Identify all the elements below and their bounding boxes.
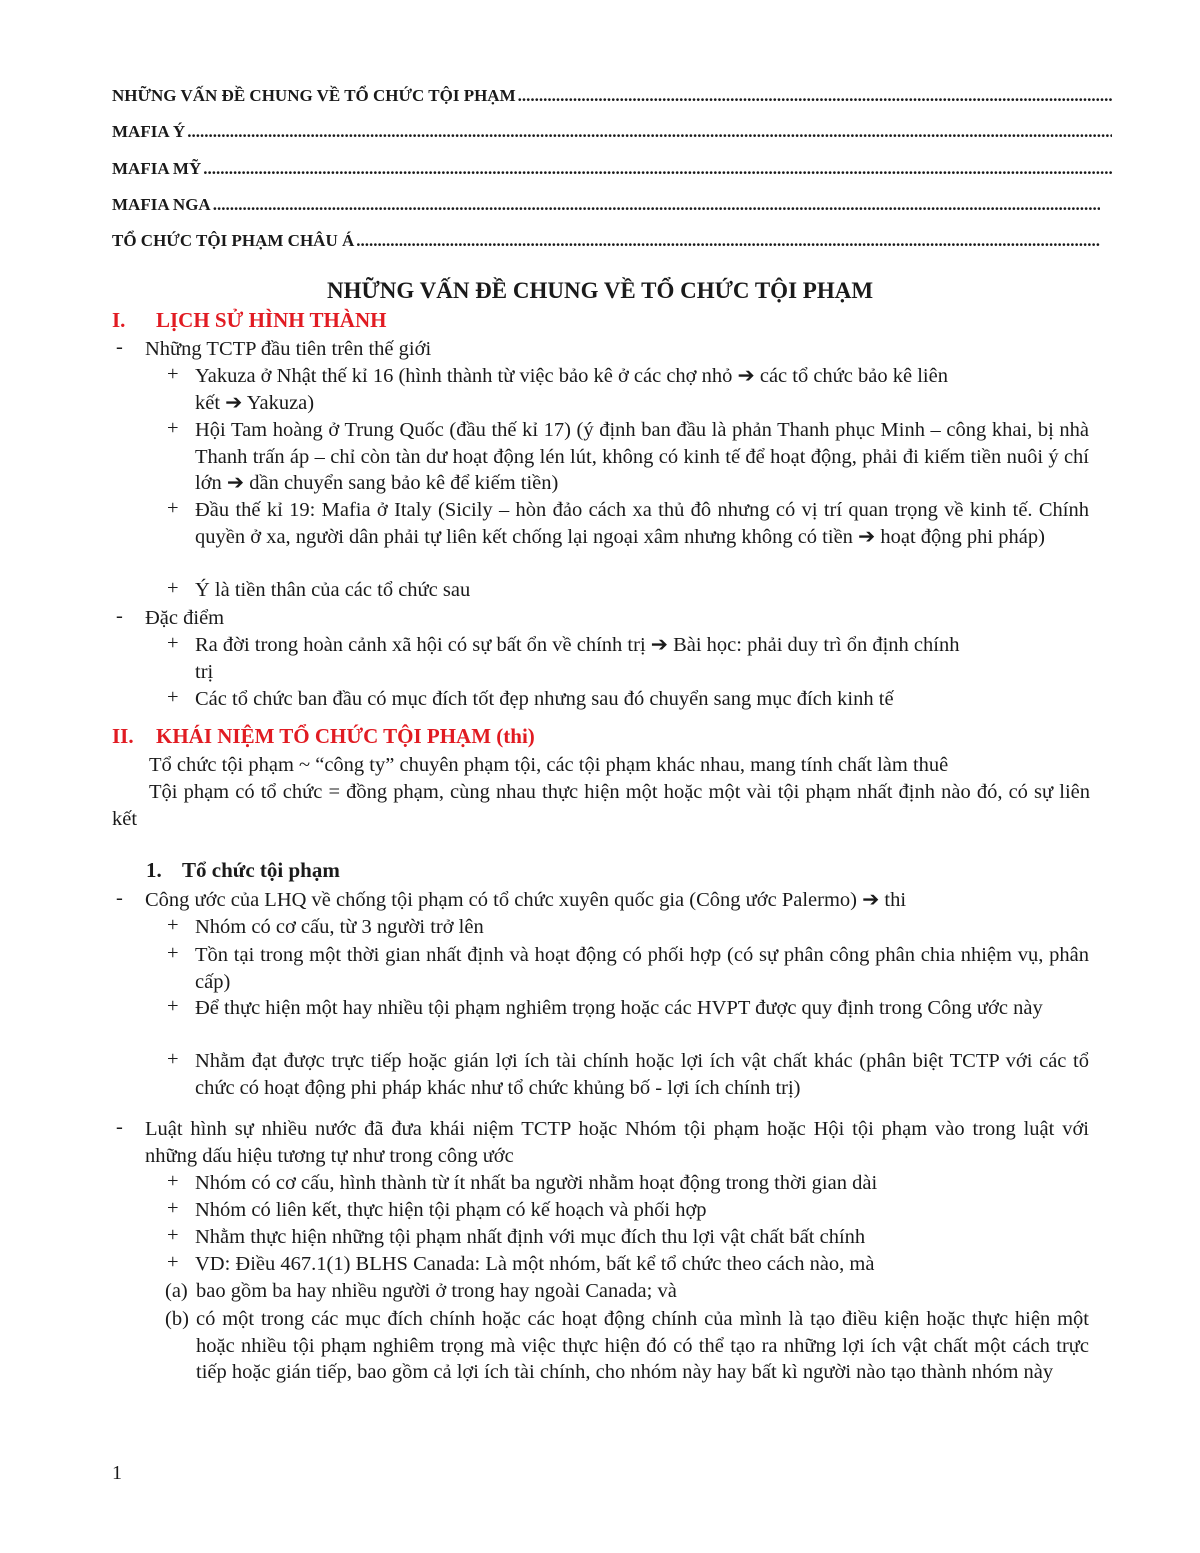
toc-entry-mafia-usa[interactable] <box>112 159 1112 179</box>
toc-entry-mafia-italy[interactable] <box>112 122 1112 142</box>
page-number: 1 <box>112 1462 122 1484</box>
arrow-icon: ➔ <box>650 634 668 656</box>
toc-leader-dots <box>203 159 1112 179</box>
list-item: Nhóm có cơ cấu, hình thành từ ít nhất ba người nhằm hoạt động trong thời gian dài <box>195 1172 878 1194</box>
toc-entry-asia[interactable] <box>112 231 1100 251</box>
arrow-icon: ➔ <box>737 365 755 387</box>
list-item: có một trong các mục đích chính hoặc các hoạt động chính của mình là tạo điều kiện hoặc thực hiện một hoặc nhiều tội phạm nghiêm trọng mà việc thực hiện đó có thể tạo ra những lợi ích vật chất một cách trực tiếp hoặc gián tiếp, bao gồm cả lợi ích tài chính, cho nhóm này hay bất kì người nào tạo thành nhóm này <box>196 1308 1089 1384</box>
list-item: Những TCTP đầu tiên trên thế giới <box>145 338 432 360</box>
arrow-icon: ➔ <box>226 472 245 495</box>
list-item-cont: kết ➔ Yakuza) <box>195 392 315 414</box>
list-item: Nhằm thực hiện những tội phạm nhất định với mục đích thu lợi vật chất bất chính <box>195 1226 866 1248</box>
toc-leader-dots <box>356 231 1100 251</box>
list-item: Yakuza ở Nhật thế kỉ 16 (hình thành từ việc bảo kê ở các chợ nhỏ ➔ các tổ chức bảo kê liên <box>195 365 948 387</box>
toc-label: TỔ CHỨC TỘI PHẠM CHÂU Á <box>112 231 355 250</box>
toc-leader-dots <box>213 195 1100 215</box>
paragraph: Tội phạm có tổ chức = đồng phạm, cùng nhau thực hiện một hoặc một vài tội phạm nhất định nào đó, có sự liên kết <box>112 781 1090 830</box>
dash-bullet: - <box>116 605 123 627</box>
paragraph: Tổ chức tội phạm ~ “công ty” chuyên phạm tội, các tội phạm khác nhau, mang tính chất làm thuê <box>149 754 949 776</box>
plus-bullet: + <box>167 417 179 439</box>
arrow-icon: ➔ <box>862 889 880 911</box>
list-item-cont: trị <box>195 661 214 683</box>
toc-label: MAFIA NGA <box>112 195 211 214</box>
list-item: bao gồm ba hay nhiều người ở trong hay ngoài Canada; và <box>196 1280 677 1302</box>
plus-bullet: + <box>167 1197 179 1219</box>
toc-entry-mafia-russia[interactable] <box>112 195 1100 215</box>
toc-leader-dots <box>518 86 1112 106</box>
plus-bullet: + <box>167 686 179 708</box>
arrow-icon: ➔ <box>858 525 876 548</box>
plus-bullet: + <box>167 1048 179 1070</box>
page-title: NHỮNG VẤN ĐỀ CHUNG VỀ TỔ CHỨC TỘI PHẠM <box>326 278 874 303</box>
plus-bullet: + <box>167 1251 179 1273</box>
section-heading-1: I. LỊCH SỬ HÌNH THÀNH <box>112 308 387 332</box>
section-heading-2: II. KHÁI NIỆM TỔ CHỨC TỘI PHẠM (thi) <box>112 724 535 748</box>
plus-bullet: + <box>167 942 179 964</box>
plus-bullet: + <box>167 1224 179 1246</box>
toc-label: MAFIA Ý <box>112 122 186 141</box>
list-item: Nhằm đạt được trực tiếp hoặc gián lợi ích tài chính hoặc lợi ích vật chất khác (phân biệt TCTP với các tổ chức có hoạt động phi pháp khác như tổ chức khủng bố - lợi ích chính trị) <box>195 1050 1089 1099</box>
list-item: Đầu thế kỉ 19: Mafia ở Italy (Sicily – hòn đảo cách xa thủ đô nhưng có vị trí quan trọng về kinh tế. Chính quyền ở xa, người dân phải tự liên kết chống lại ngoại xâm nhưng không có tiền ➔ hoạt động phi pháp) <box>195 499 1089 548</box>
dash-bullet: - <box>116 1116 123 1138</box>
toc-entry-general[interactable] <box>112 86 1112 106</box>
list-item: Nhóm có cơ cấu, từ 3 người trở lên <box>195 916 484 938</box>
toc-label: NHỮNG VẤN ĐỀ CHUNG VỀ TỔ CHỨC TỘI PHẠM <box>112 86 516 105</box>
list-item: Ý là tiền thân của các tổ chức sau <box>195 579 471 601</box>
list-item: Công ước của LHQ về chống tội phạm có tổ chức xuyên quốc gia (Công ước Palermo) ➔ thi <box>145 889 907 911</box>
list-item: Để thực hiện một hay nhiều tội phạm nghiêm trọng hoặc các HVPT được quy định trong Công ước này <box>195 997 1043 1019</box>
plus-bullet: + <box>167 1170 179 1192</box>
item-label: (b) <box>165 1308 189 1330</box>
dash-bullet: - <box>116 887 123 909</box>
toc-label: MAFIA MỸ <box>112 159 202 178</box>
plus-bullet: + <box>167 995 179 1017</box>
list-item: VD: Điều 467.1(1) BLHS Canada: Là một nhóm, bất kể tổ chức theo cách nào, mà <box>195 1253 875 1275</box>
list-item: Ra đời trong hoàn cảnh xã hội có sự bất ổn về chính trị ➔ Bài học: phải duy trì ổn định chính <box>195 634 960 656</box>
dash-bullet: - <box>116 336 123 358</box>
list-item: Nhóm có liên kết, thực hiện tội phạm có kế hoạch và phối hợp <box>195 1199 707 1221</box>
plus-bullet: + <box>167 363 179 385</box>
plus-bullet: + <box>167 577 179 599</box>
toc-leader-dots <box>187 122 1112 142</box>
plus-bullet: + <box>167 914 179 936</box>
plus-bullet: + <box>167 632 179 654</box>
list-item: Đặc điểm <box>145 607 225 629</box>
item-label: (a) <box>165 1280 188 1302</box>
subsection-heading: 1. Tổ chức tội phạm <box>146 858 340 882</box>
list-item: Các tổ chức ban đầu có mục đích tốt đẹp nhưng sau đó chuyển sang mục đích kinh tế <box>195 688 894 710</box>
plus-bullet: + <box>167 497 179 519</box>
list-item: Luật hình sự nhiều nước đã đưa khái niệm TCTP hoặc Nhóm tội phạm hoặc Hội tội phạm vào trong luật với những dấu hiệu tương tự như trong công ước <box>145 1118 1089 1167</box>
list-item: Tồn tại trong một thời gian nhất định và hoạt động có phối hợp (có sự phân công phân chia nhiệm vụ, phân cấp) <box>195 944 1089 993</box>
list-item: Hội Tam hoàng ở Trung Quốc (đầu thế kỉ 17) (ý định ban đầu là phản Thanh phục Minh – công khai, bị nhà Thanh trấn áp – chỉ còn tàn dư hoạt động lén lút, không có kinh tế để hoạt động, phải đi kiếm tiền nuôi ý chí lớn ➔ dần chuyển sang bảo kê để kiếm tiền) <box>195 419 1089 495</box>
arrow-icon: ➔ <box>225 392 243 414</box>
